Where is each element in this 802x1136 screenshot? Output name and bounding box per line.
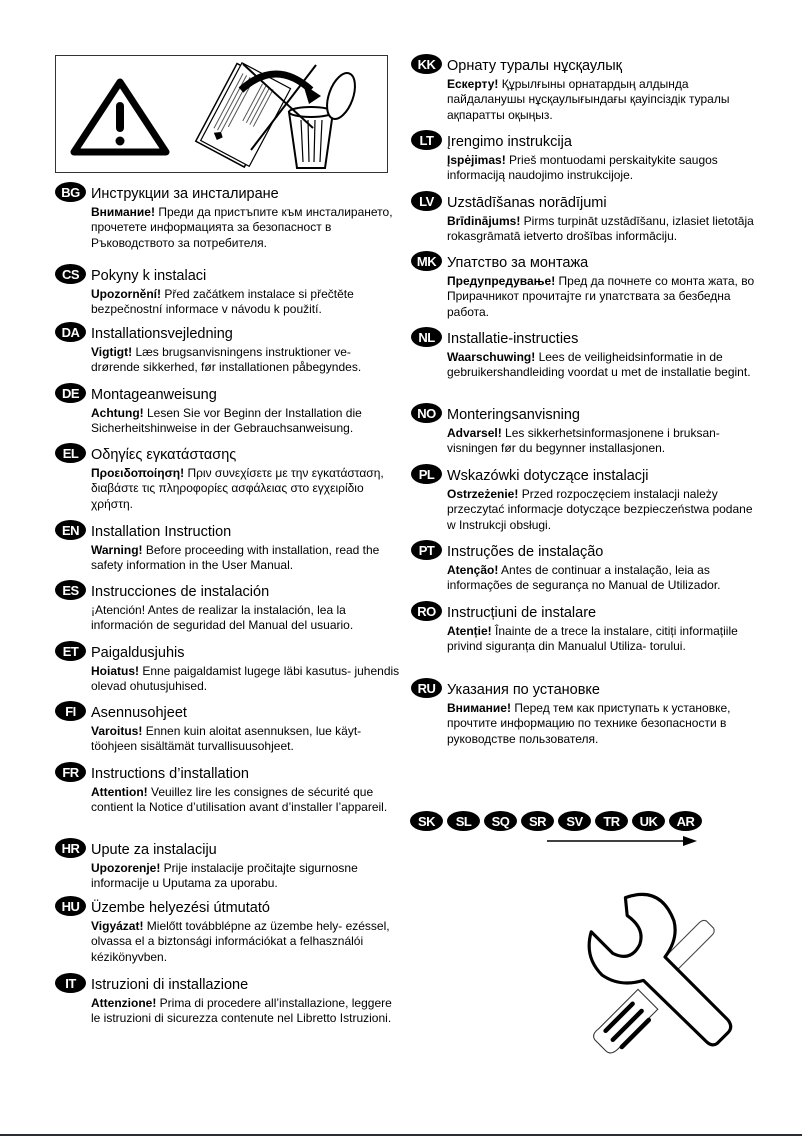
language-badge: PL <box>411 464 442 484</box>
entry-body <box>447 563 757 594</box>
language-badge: ES <box>55 580 86 600</box>
entry-text: Przed rozpoczęciem instalacji należy przeczytać informacje dotyczące bezpieczeństwa podane w Instrukcji obsługi. <box>447 487 753 532</box>
entry-text: Antes de continuar a instalação, leia as informações de segurança no Manual de Utilizador. <box>447 563 721 593</box>
warning-label: Vigtigt! <box>91 345 133 359</box>
language-entry-hr <box>55 839 401 892</box>
entry-title: Οδηγίες εγκατάστασης <box>91 447 237 463</box>
entry-body <box>447 214 757 245</box>
entry-body <box>447 624 757 655</box>
entry-title: Įrengimo instrukcija <box>447 134 572 150</box>
language-entry-ru <box>411 679 757 747</box>
language-badge-sv: SV <box>558 811 591 831</box>
entry-body <box>447 77 757 123</box>
warning-label: Внимание! <box>447 701 511 715</box>
language-badge: RO <box>411 601 442 621</box>
language-entry-it <box>55 974 401 1027</box>
entry-body <box>447 487 757 533</box>
entry-text: Перед тем как приступать к установке, прочтите информацию по технике безопасности в руководстве пользователя. <box>447 701 731 746</box>
language-entry-el <box>55 444 401 512</box>
warning-label: Vigyázat! <box>91 919 144 933</box>
language-entry-nl <box>411 328 757 381</box>
entry-title: Instrucțiuni de instalare <box>447 605 597 621</box>
language-entry-no <box>411 404 757 457</box>
entry-body <box>91 406 401 437</box>
entry-body <box>91 919 401 965</box>
entry-text: Преди да пристъпите към инсталирането, прочетете информацията за безопасност в Ръководството за потребителя. <box>91 205 393 250</box>
entry-body <box>91 861 401 892</box>
language-entry-de <box>55 384 401 437</box>
language-badge: EN <box>55 520 86 540</box>
entry-text: Prieš montuodami perskaitykite saugos informaciją naudojimo instrukcijoje. <box>447 153 718 183</box>
entry-title: Uzstādīšanas norādījumi <box>447 195 607 211</box>
language-entry-pl <box>411 465 757 533</box>
language-entry-es <box>55 581 401 634</box>
entry-body <box>91 724 401 755</box>
arrow-right-icon <box>547 835 697 847</box>
warning-label: Внимание! <box>91 205 155 219</box>
language-badge-sr: SR <box>521 811 554 831</box>
entry-body <box>91 785 401 816</box>
language-entry-cs <box>55 265 401 318</box>
language-entry-pt <box>411 541 757 594</box>
language-entry-da <box>55 323 401 376</box>
warning-label: Предупредување! <box>447 274 556 288</box>
language-badge: FR <box>55 762 86 782</box>
entry-text: Құрылғыны орнатардың алдында пайдаланушы нұсқаулығындағы қауіпсіздік туралы ақпаратты оқыңыз. <box>447 77 730 122</box>
entry-title: Upute za instalaciju <box>91 842 217 858</box>
warning-label: Προειδοποίηση! <box>91 466 185 480</box>
language-entry-fi <box>55 702 401 755</box>
warning-label: Attention! <box>91 785 148 799</box>
language-badge-ar: AR <box>669 811 702 831</box>
entry-text: Mielőtt továbblépne az üzembe hely- ezéssel, olvassa el a biztonsági információkat a felhasználói kézikönyvben. <box>91 919 390 964</box>
language-badge: MK <box>411 251 442 271</box>
warning-label: Įspėjimas! <box>447 153 506 167</box>
warning-pictogram-panel <box>55 55 388 173</box>
entry-title: Instrucciones de instalación <box>91 584 270 600</box>
language-badge-sl: SL <box>447 811 480 831</box>
entry-text: Læs brugsanvisningens instruktioner ve- drørende sikkerhed, før installationen påbegyndes. <box>91 345 362 375</box>
entry-body <box>447 701 757 747</box>
warning-triangle-icon <box>70 78 170 156</box>
entry-title: Орнату туралы нұсқаулық <box>447 58 623 74</box>
warning-label: Attenzione! <box>91 996 157 1010</box>
entry-title: Pokyny k instalaci <box>91 268 207 284</box>
warning-label: Ostrzeżenie! <box>447 487 519 501</box>
entry-body <box>91 603 401 634</box>
entry-title: Указания по установке <box>447 682 600 698</box>
language-badge: ET <box>55 641 86 661</box>
entry-title: Istruzioni di installazione <box>91 977 249 993</box>
entry-title: Installationsvejledning <box>91 326 233 342</box>
entry-title: Wskazówki dotyczące instalacji <box>447 468 649 484</box>
entry-title: Asennusohjeet <box>91 705 187 721</box>
entry-body <box>447 426 757 457</box>
entry-title: Инструкции за инсталиране <box>91 186 279 202</box>
language-badge: NL <box>411 327 442 347</box>
wrench-screwdriver-icon <box>575 885 755 1065</box>
entry-body <box>447 153 757 184</box>
language-entry-kk <box>411 55 757 123</box>
warning-label: Hoiatus! <box>91 664 139 678</box>
language-badge: IT <box>55 973 86 993</box>
entry-body <box>447 350 757 381</box>
language-badge: KK <box>411 54 442 74</box>
warning-label: Ескерту! <box>447 77 499 91</box>
language-badge-sk: SK <box>410 811 443 831</box>
warning-label: Achtung! <box>91 406 144 420</box>
entry-text: ¡Atención! Antes de realizar la instalación, lea la información de seguridad del Manual del usuario. <box>91 603 354 633</box>
language-entry-fr <box>55 763 401 816</box>
entry-text: Ennen kuin aloitat asennuksen, lue käyt- töohjeen sisältämät turvallisuusohjeet. <box>91 724 362 754</box>
warning-label: Atenção! <box>447 563 499 577</box>
entry-title: Installation Instruction <box>91 524 232 540</box>
entry-title: Instruções de instalação <box>447 544 604 560</box>
language-entry-hu <box>55 897 401 965</box>
entry-text: Before proceeding with installation, read the safety information in the User Manual. <box>91 543 380 573</box>
language-badge-uk: UK <box>632 811 665 831</box>
more-languages-row <box>410 812 702 831</box>
language-badge-tr: TR <box>595 811 628 831</box>
entry-title: Instructions d’installation <box>91 766 249 782</box>
entry-text: Pirms turpināt uzstādīšanu, izlasiet lietotāja rokasgrāmatā ietverto drošības informāciju. <box>447 214 754 244</box>
entry-text: Les sikkerhetsinformasjonene i bruksan- visningen før du begynner installasjonen. <box>447 426 720 456</box>
language-badge: HU <box>55 896 86 916</box>
entry-text: Prije instalacije pročitajte sigurnosne informacije u Uputama za uporabu. <box>91 861 358 891</box>
do-not-discard-manual-icon <box>191 60 361 170</box>
warning-label: Atenție! <box>447 624 492 638</box>
language-badge: LT <box>411 130 442 150</box>
entry-text: Пред да почнете со монта жата, во Прирачникот прочитајте ги упатствата за безбедна работа. <box>447 274 755 319</box>
entry-body <box>91 205 401 251</box>
language-badge: EL <box>55 443 86 463</box>
entry-text: Πριν συνεχίσετε με την εγκατάσταση, διαβάστε τις πληροφορίες ασφάλειας στο εγχειρίδιο χρήστη. <box>91 466 384 511</box>
language-badge: PT <box>411 540 442 560</box>
language-badge: LV <box>411 191 442 211</box>
entry-body <box>91 466 401 512</box>
language-entry-lt <box>411 131 757 184</box>
language-entry-lv <box>411 192 757 245</box>
entry-title: Monteringsanvisning <box>447 407 580 423</box>
entry-title: Installatie-instructies <box>447 331 579 347</box>
language-badge-sq: SQ <box>484 811 517 831</box>
warning-label: Brīdinājums! <box>447 214 521 228</box>
language-badge: RU <box>411 678 442 698</box>
language-badge: HR <box>55 838 86 858</box>
entry-text: Před začátkem instalace si přečtěte bezpečnostní informace v návodu k použití. <box>91 287 354 317</box>
entry-text: Lesen Sie vor Beginn der Installation die Sicherheitshinweise in der Gebrauchsanweisung. <box>91 406 362 436</box>
language-badge: DE <box>55 383 86 403</box>
language-entry-et <box>55 642 401 695</box>
language-badge: BG <box>55 182 86 202</box>
warning-label: Upozornění! <box>91 287 161 301</box>
language-badge: FI <box>55 701 86 721</box>
entry-body <box>91 664 401 695</box>
entry-text: Înainte de a trece la instalare, citiți informațiile privind siguranța din Manualul Utiliza- torului. <box>447 624 738 654</box>
language-badge: DA <box>55 322 86 342</box>
language-entry-en <box>55 521 401 574</box>
entry-text: Veuillez lire les consignes de sécurité que contient la Notice d’utilisation avant d’installer l’appareil. <box>91 785 388 815</box>
language-entry-ro <box>411 602 757 655</box>
warning-label: Varoitus! <box>91 724 143 738</box>
warning-label: Upozorenje! <box>91 861 161 875</box>
language-badge: CS <box>55 264 86 284</box>
warning-label: Waarschuwing! <box>447 350 536 364</box>
entry-body <box>91 543 401 574</box>
entry-text: Prima di procedere all’installazione, leggere le istruzioni di sicurezza contenute nel Libretto Istruzioni. <box>91 996 392 1026</box>
entry-body <box>447 274 757 320</box>
entry-body <box>91 287 401 318</box>
entry-title: Упатство за монтажа <box>447 255 589 271</box>
entry-body <box>91 345 401 376</box>
entry-text: Lees de veiligheidsinformatie in de gebruikershandleiding voordat u met de installatie begint. <box>447 350 751 380</box>
entry-title: Üzembe helyezési útmutató <box>91 900 270 916</box>
entry-title: Montageanweisung <box>91 387 217 403</box>
warning-label: Advarsel! <box>447 426 502 440</box>
language-entry-bg <box>55 183 401 251</box>
language-entry-mk <box>411 252 757 320</box>
language-badge: NO <box>411 403 442 423</box>
entry-body <box>91 996 401 1027</box>
warning-label: Warning! <box>91 543 143 557</box>
entry-title: Paigaldusjuhis <box>91 645 185 661</box>
entry-text: Enne paigaldamist lugege läbi kasutus- juhendis olevad ohutusjuhised. <box>91 664 400 694</box>
